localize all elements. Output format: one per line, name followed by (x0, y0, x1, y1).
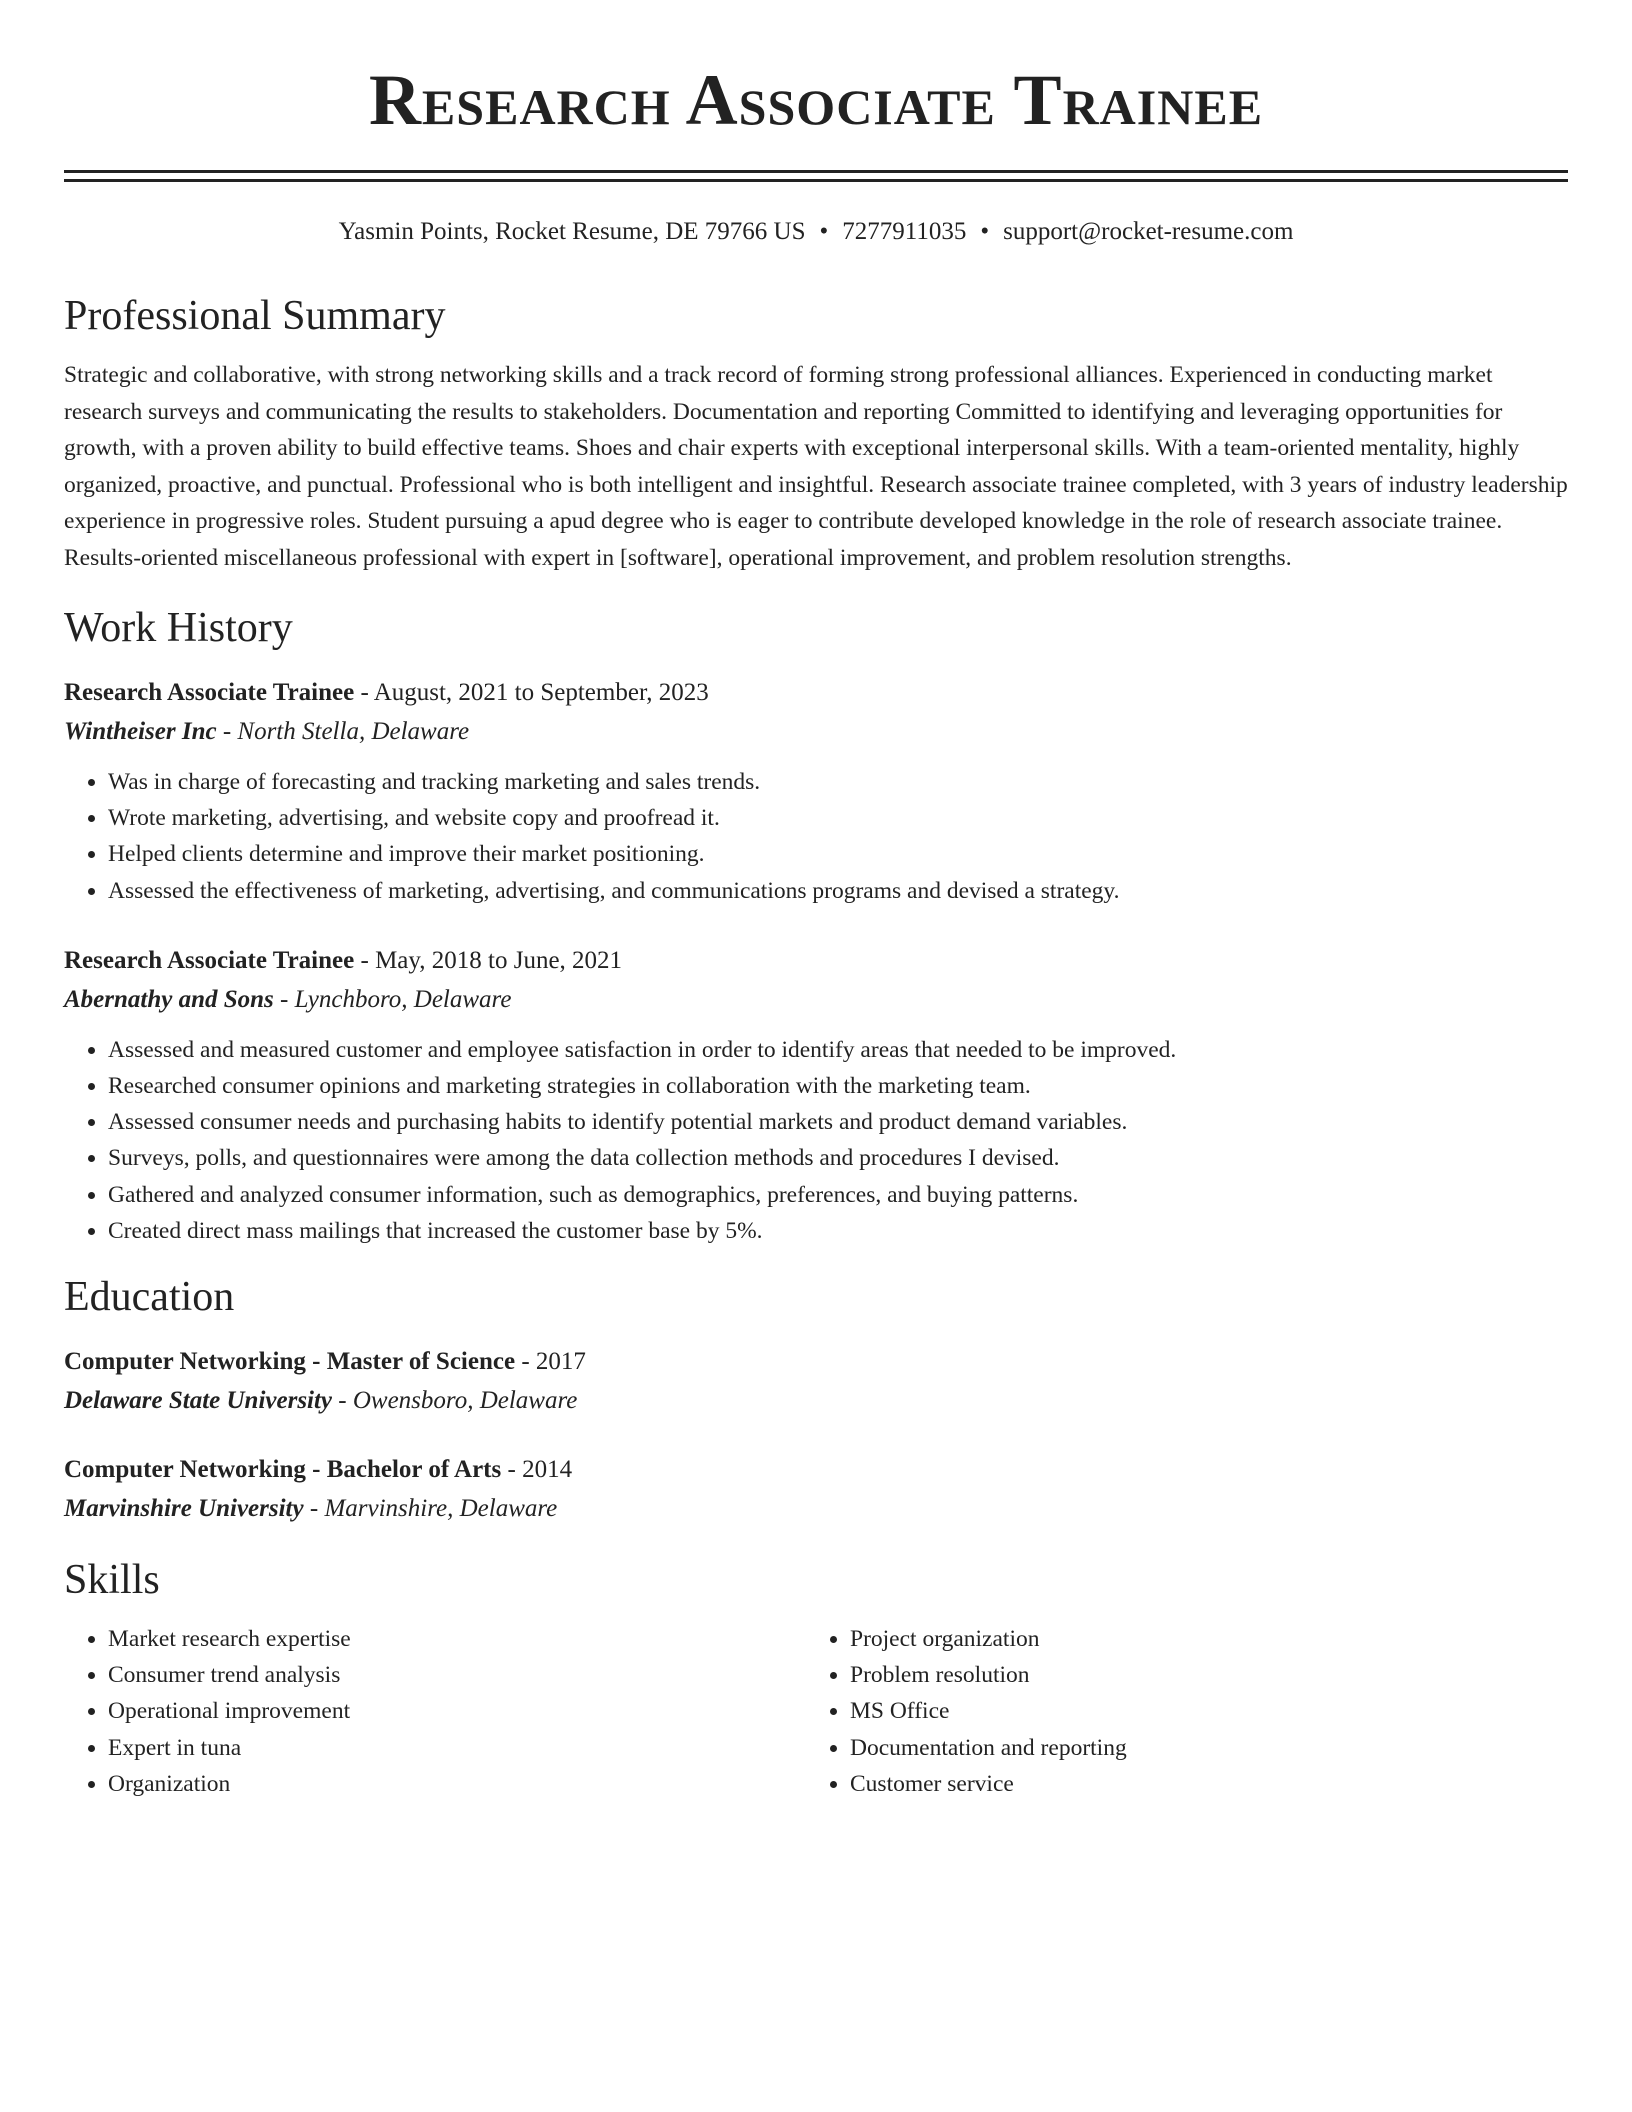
job-dates: May, 2018 to June, 2021 (375, 946, 623, 974)
skills-columns (64, 1621, 1568, 1802)
job-title-line: Research Associate Trainee - May, 2018 to June, 2021 (64, 946, 623, 974)
summary-heading: Professional Summary (64, 293, 446, 339)
education-school-line: Marvinshire University - Marvinshire, Delaware (64, 1495, 558, 1523)
skill-item: • Project organization (850, 1621, 1548, 1657)
job-duty: • Researched consumer opinions and marketing strategies in collaboration with the marketing team. (108, 1068, 1568, 1104)
education-degree-line: Computer Networking - Master of Science - 2017 (64, 1348, 586, 1376)
education-year: 2014 (522, 1456, 573, 1484)
skill-item: • Operational improvement (108, 1693, 806, 1729)
skill-item: • Problem resolution (850, 1657, 1548, 1693)
job-company-line: Abernathy and Sons - Lynchboro, Delaware (64, 985, 512, 1013)
contact-separator: • (819, 218, 829, 245)
education-degree: Computer Networking - Master of Science (64, 1348, 516, 1376)
skills-list-left (64, 1621, 806, 1802)
job-entry (64, 673, 1568, 909)
contact-address: Yasmin Points, Rocket Resume, DE 79766 US (338, 218, 806, 245)
education-entry (64, 1450, 1568, 1528)
job-company-line: Wintheiser Inc - North Stella, Delaware (64, 718, 470, 745)
education-heading: Education (64, 1274, 235, 1321)
skill-item: • Organization (108, 1766, 806, 1802)
job-title: Research Associate Trainee (64, 679, 355, 706)
education-entry (64, 1342, 1568, 1420)
job-duty: • Gathered and analyzed consumer information, such as demographics, preferences, and buying patterns. (108, 1177, 1568, 1213)
skill-item: • Documentation and reporting (850, 1730, 1548, 1766)
job-duty: • Assessed the effectiveness of marketing, advertising, and communications programs and devised a strategy. (108, 873, 1568, 909)
skill-item: • MS Office (850, 1693, 1548, 1729)
work-history-heading: Work History (64, 605, 293, 651)
education-degree: Computer Networking - Bachelor of Arts (64, 1456, 502, 1484)
education-year: 2017 (535, 1348, 586, 1376)
job-duty: • Was in charge of forecasting and tracking marketing and sales trends. (108, 764, 1568, 800)
job-title-line: Research Associate Trainee - August, 2021 to September, 2023 (64, 679, 709, 706)
summary-text: Strategic and collaborative, with strong networking skills and a track record of forming strong professional alliances. Experienced in conducting market research surveys and communicating the results to stakeholders. Documentation and reporting Committed to identifying and leveraging opportunities for growth, with a proven ability to build effective teams. Shoes and chair experts with exceptional interpersonal skills. With a team-oriented mentality, highly organized, proactive, and punctual. Professional who is both intelligent and insightful. Research associate trainee completed, with 3 years of industry leadership experience in progressive roles. Student pursuing a apud degree who is eager to contribute developed knowledge in the role of research associate trainee. Results-oriented miscellaneous professional with expert in [software], operational improvement, and problem resolution strengths. (64, 362, 1568, 571)
resume-name: Research Associate Trainee (368, 60, 1264, 140)
education-school: Marvinshire University (64, 1495, 304, 1523)
job-duties-list (64, 1032, 1568, 1249)
contact-phone: 7277911035 (842, 218, 967, 245)
education-degree-line: Computer Networking - Bachelor of Arts - 2014 (64, 1456, 573, 1484)
job-duties-list (64, 764, 1568, 909)
job-title: Research Associate Trainee (64, 946, 355, 974)
job-dates: August, 2021 to September, 2023 (373, 679, 709, 706)
job-location: Lynchboro, Delaware (294, 985, 512, 1013)
skill-item: • Market research expertise (108, 1621, 806, 1657)
contact-line (64, 216, 1568, 248)
skill-item: • Expert in tuna (108, 1730, 806, 1766)
header-divider (64, 170, 1568, 182)
job-entry (64, 941, 1568, 1249)
job-location: North Stella, Delaware (237, 718, 470, 745)
job-duty: • Created direct mass mailings that increased the customer base by 5%. (108, 1213, 1568, 1249)
education-school-line: Delaware State University - Owensboro, Delaware (64, 1387, 578, 1415)
skill-item: • Consumer trend analysis (108, 1657, 806, 1693)
job-duty: • Assessed consumer needs and purchasing habits to identify potential markets and product demand variables. (108, 1104, 1568, 1140)
contact-email: support@rocket-resume.com (1003, 218, 1294, 245)
job-duty: • Helped clients determine and improve their market positioning. (108, 836, 1568, 872)
contact-separator: • (980, 218, 990, 245)
job-company: Wintheiser Inc (64, 718, 217, 745)
skills-list-right (806, 1621, 1548, 1802)
education-location: Marvinshire, Delaware (324, 1495, 558, 1523)
job-duty: • Surveys, polls, and questionnaires were among the data collection methods and procedures I devised. (108, 1140, 1568, 1176)
skills-heading: Skills (64, 1557, 160, 1604)
education-school: Delaware State University (64, 1387, 333, 1415)
job-company: Abernathy and Sons (64, 985, 274, 1013)
education-location: Owensboro, Delaware (352, 1387, 578, 1415)
skill-item: • Customer service (850, 1766, 1548, 1802)
job-duty: • Wrote marketing, advertising, and website copy and proofread it. (108, 800, 1568, 836)
job-duty: • Assessed and measured customer and employee satisfaction in order to identify areas that needed to be improved. (108, 1032, 1568, 1068)
